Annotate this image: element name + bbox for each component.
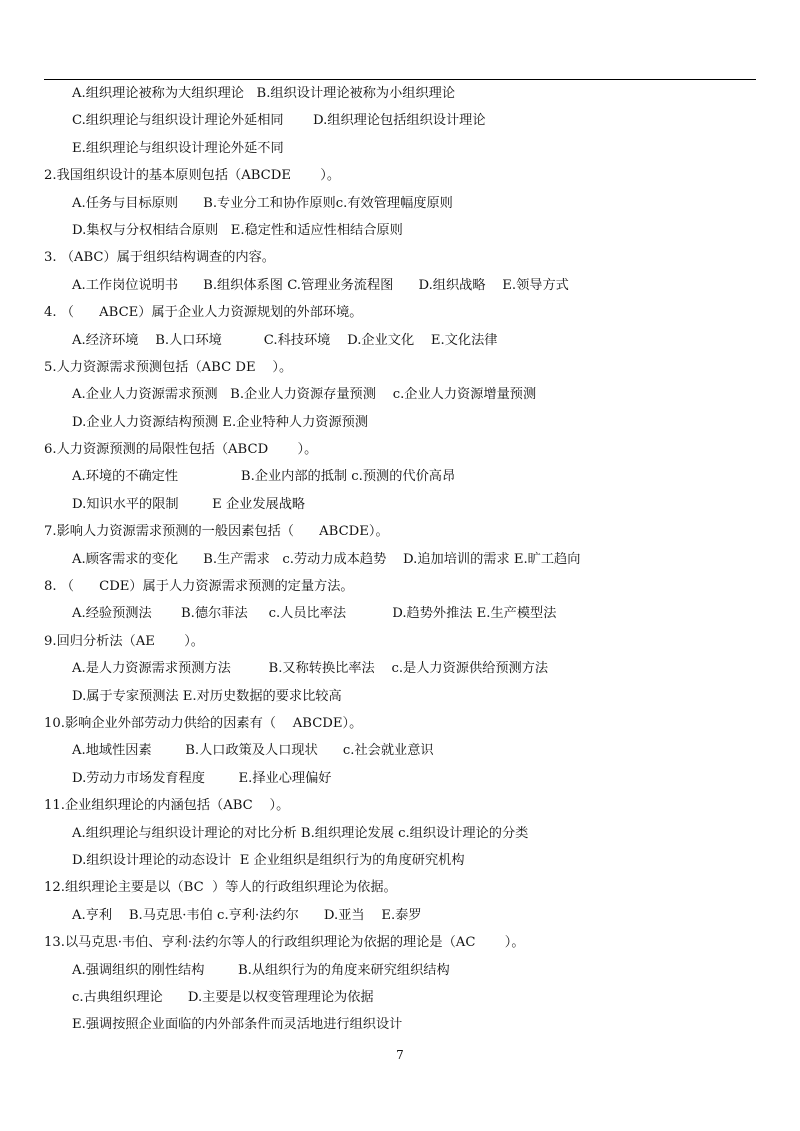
question-line: 2.我国组织设计的基本原则包括（ABCDE ）。 (44, 168, 341, 184)
answer-options-line: C.组织理论与组织设计理论外延相同 D.组织理论包括组织设计理论 (72, 113, 486, 129)
question-line: 3. （ABC）属于组织结构调查的内容。 (44, 250, 275, 266)
question-line: 12.组织理论主要是以（BC ）等人的行政组织理论为依据。 (44, 880, 397, 896)
answer-options-line: E.强调按照企业面临的内外部条件而灵活地进行组织设计 (72, 1017, 403, 1033)
answer-options-line: D.集权与分权相结合原则 E.稳定性和适应性相结合原则 (72, 222, 403, 238)
answer-options-line: A.经济环境 B.人口环境 C.科技环境 D.企业文化 E.文化法律 (72, 332, 498, 348)
question-line: 4. （ ABCE）属于企业人力资源规划的外部环境。 (44, 305, 363, 321)
page-number: 7 (396, 1048, 404, 1062)
answer-options-line: A.强调组织的刚性结构 B.从组织行为的角度来研究组织结构 (72, 962, 450, 978)
question-line: 7.影响人力资源需求预测的一般因素包括（ ABCDE）。 (44, 524, 389, 540)
answer-options-line: A.是人力资源需求预测方法 B.又称转换比率法 c.是人力资源供给预测方法 (72, 661, 549, 677)
question-line: 10.影响企业外部劳动力供给的因素有（ ABCDE）。 (44, 715, 363, 731)
answer-options-line: A.工作岗位说明书 B.组织体系图 C.管理业务流程图 D.组织战略 E.领导方式 (72, 277, 569, 293)
answer-options-line: c.古典组织理论 D.主要是以权变管理理论为依据 (72, 989, 374, 1005)
answer-options-line: A.任务与目标原则 B.专业分工和协作原则c.有效管理幅度原则 (72, 195, 453, 211)
question-line: 6.人力资源预测的局限性包括（ABCD ）。 (44, 442, 318, 458)
answer-options-line: A.经验预测法 B.德尔菲法 c.人员比率法 D.趋势外推法 E.生产模型法 (72, 606, 557, 622)
answer-options-line: D.劳动力市场发育程度 E.择业心理偏好 (72, 770, 332, 786)
question-line: 5.人力资源需求预测包括（ABC DE ）。 (44, 359, 293, 375)
answer-options-line: E.组织理论与组织设计理论外延不同 (72, 140, 284, 156)
answer-options-line: A.企业人力资源需求预测 B.企业人力资源存量预测 c.企业人力资源增量预测 (72, 387, 537, 403)
answer-options-line: A.组织理论被称为大组织理论 B.组织设计理论被称为小组织理论 (72, 86, 456, 101)
question-line: 9.回归分析法（AE ）。 (44, 633, 204, 649)
document-body (44, 80, 756, 1039)
answer-options-line: D.企业人力资源结构预测 E.企业特种人力资源预测 (72, 414, 369, 430)
answer-options-line: A.地域性因素 B.人口政策及人口现状 c.社会就业意识 (72, 743, 434, 759)
answer-options-line: D.属于专家预测法 E.对历史数据的要求比较高 (72, 688, 342, 704)
answer-options-line: D.知识水平的限制 E 企业发展战略 (72, 496, 306, 512)
question-line: 13.以马克思·韦伯、亨利·法约尔等人的行政组织理论为依据的理论是（AC ）。 (44, 935, 525, 951)
answer-options-line: A.亨利 B.马克思·韦伯 c.亨利·法约尔 D.亚当 E.泰罗 (72, 907, 422, 923)
answer-options-line: D.组织设计理论的动态设计 E 企业组织是组织行为的角度研究机构 (72, 852, 465, 868)
question-line: 11.企业组织理论的内涵包括（ABC ）。 (44, 798, 290, 814)
question-line: 8. （ CDE）属于人力资源需求预测的定量方法。 (44, 579, 354, 595)
answer-options-line: A.环境的不确定性 B.企业内部的抵制 c.预测的代价高昂 (72, 469, 456, 485)
answer-options-line: A.组织理论与组织设计理论的对比分析 B.组织理论发展 c.组织设计理论的分类 (72, 825, 529, 841)
answer-options-line: A.顾客需求的变化 B.生产需求 c.劳动力成本趋势 D.追加培训的需求 E.旷工趋向 (72, 551, 581, 567)
